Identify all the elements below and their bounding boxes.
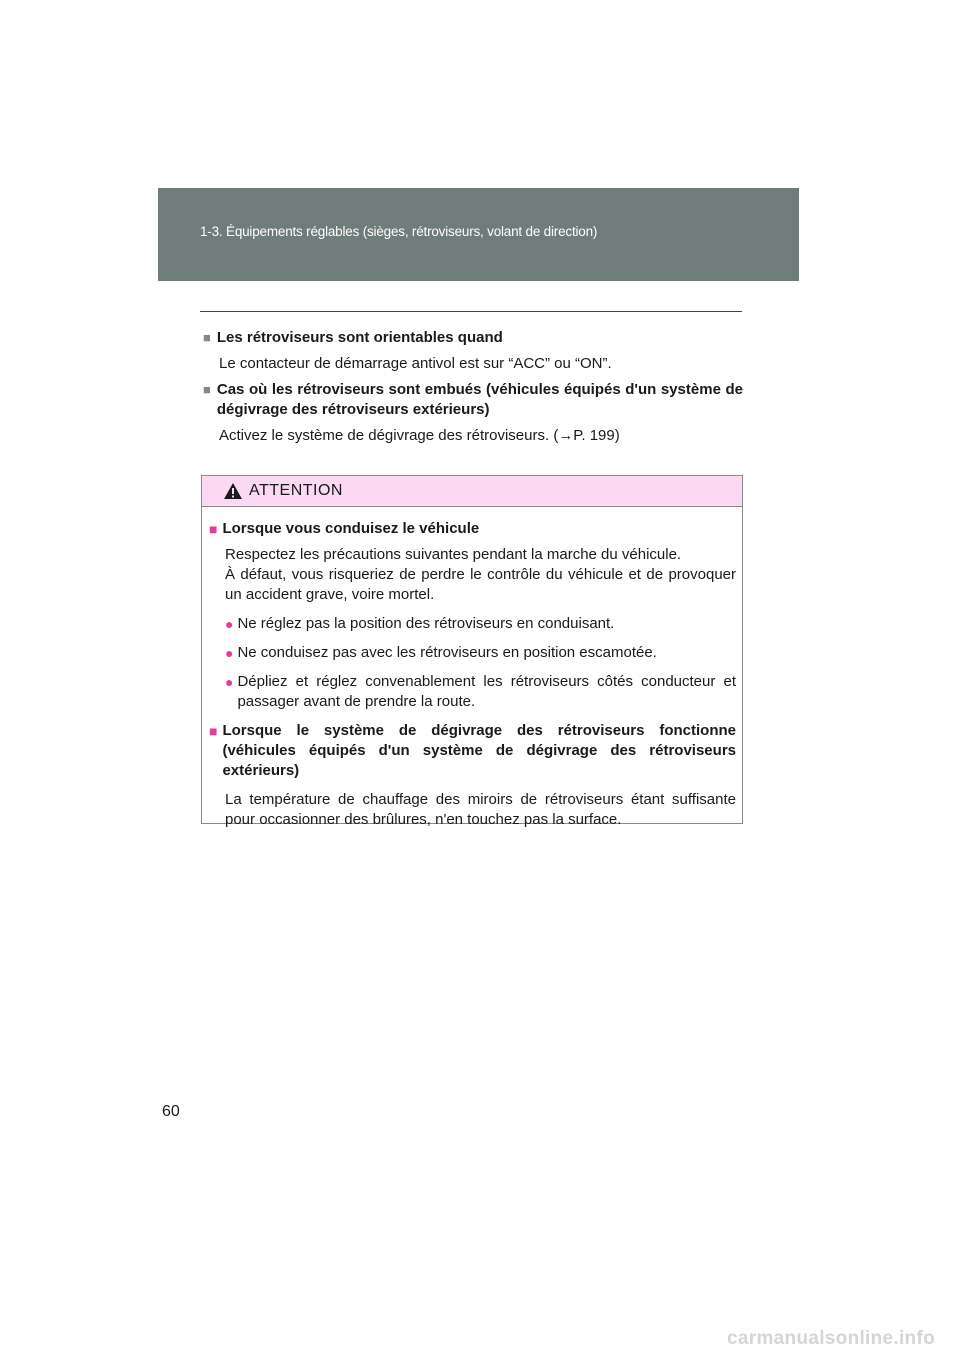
list-item: ● Ne conduisez pas avec les rétroviseurs en position escamotée. xyxy=(225,644,657,661)
circle-bullet-icon: ● xyxy=(225,674,234,690)
section-title: 1-3. Équipements réglables (sièges, rétroviseurs, volant de direction) xyxy=(200,224,598,239)
warning-box xyxy=(201,475,743,828)
warning-paragraph: La température de chauffage des miroirs de rétroviseurs étant suffisante pour occasionner des brûlures, n'en touchez pas la surface. xyxy=(225,791,736,828)
warning-content xyxy=(202,507,742,830)
square-bullet-icon: ■ xyxy=(203,382,211,397)
note-mirror-adjust xyxy=(203,328,743,374)
page-number: 60 xyxy=(162,1103,180,1120)
note-body: Activez le système de dégivrage des rétroviseurs. (→P. 199) xyxy=(219,427,620,444)
watermark: carmanualsonline.info xyxy=(727,1328,935,1349)
warning-section-title: Lorsque vous conduisez le véhicule xyxy=(222,520,480,537)
circle-bullet-icon: ● xyxy=(225,645,234,661)
warning-section-title: Lorsque le système de dégivrage des rétroviseurs fonctionne (véhicules équipés d'un système de dégivrage des rétroviseurs extérieurs) xyxy=(222,722,736,779)
note-title: Cas où les rétroviseurs sont embués (véhicules équipés d'un système de dégivrage des rétroviseurs extérieurs) xyxy=(216,381,743,418)
note-title: Les rétroviseurs sont orientables quand xyxy=(216,329,503,346)
note-mirror-fogged xyxy=(203,380,743,446)
square-bullet-icon: ■ xyxy=(209,723,218,739)
warning-label: ATTENTION xyxy=(249,482,343,499)
list-item: ● Ne réglez pas la position des rétroviseurs en conduisant. xyxy=(225,615,615,632)
section-header xyxy=(158,188,799,281)
warning-paragraph: Respectez les précautions suivantes pendant la marche du véhicule. xyxy=(225,546,682,563)
warning-icon xyxy=(223,482,243,500)
square-bullet-icon: ■ xyxy=(203,330,211,345)
square-bullet-icon: ■ xyxy=(209,521,218,537)
warning-paragraph: À défaut, vous risqueriez de perdre le contrôle du véhicule et de provoquer un accident grave, voire mortel. xyxy=(225,566,736,603)
list-item: ● Dépliez et réglez convenablement les rétroviseurs côtés conducteur et passager avant de prendre la route. xyxy=(225,673,736,710)
note-body: Le contacteur de démarrage antivol est sur “ACC” ou “ON”. xyxy=(219,355,612,372)
warning-header xyxy=(202,476,742,507)
divider xyxy=(200,311,742,312)
circle-bullet-icon: ● xyxy=(225,616,234,632)
